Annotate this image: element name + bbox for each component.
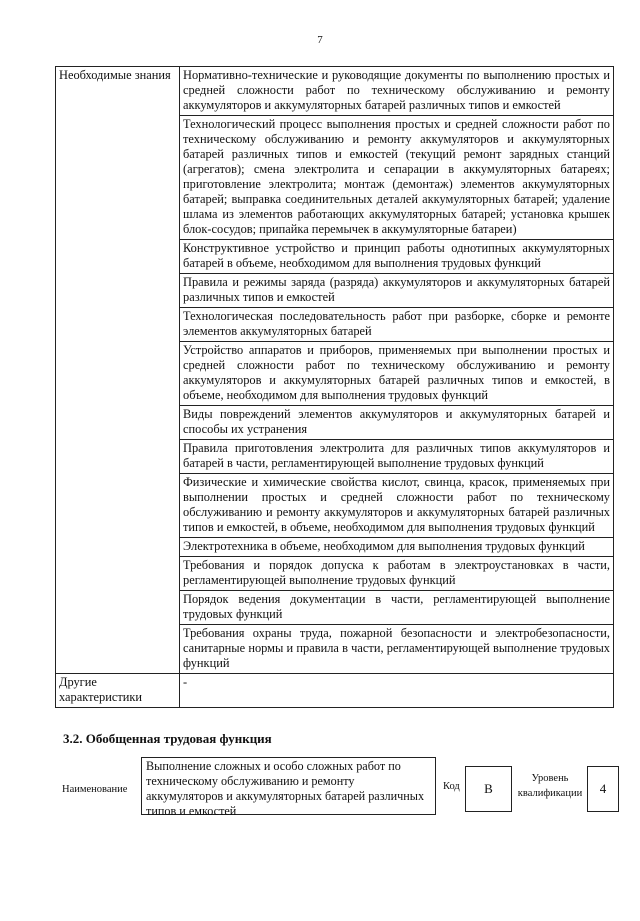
knowledge-item: Требования охраны труда, пожарной безопасности и электробезопасности, санитарные нормы и правила в части, регламентирующей выполнение трудовых функций <box>180 625 614 674</box>
table-row <box>56 674 614 708</box>
knowledge-item: Требования и порядок допуска к работам в электроустановках в части, регламентирующей выполнение трудовых функций <box>180 557 614 591</box>
qualification-level-value: 4 <box>587 766 619 812</box>
knowledge-item: Правила приготовления электролита для различных типов аккумуляторов и батарей в части, регламентирующей выполнение трудовых функций <box>180 440 614 474</box>
generalized-function-block <box>60 757 620 819</box>
other-label: Другие характеристики <box>56 674 180 708</box>
knowledge-item: Физические и химические свойства кислот, свинца, красок, применяемых при выполнении простых и средней сложности работ по техническому обслуживанию и ремонту аккумуляторов и аккумуляторных батарей различных типов и емкостей, в объеме, необходимом для выполнения трудовых функций <box>180 474 614 538</box>
qualification-level-label: Уровень квалификации <box>517 773 583 799</box>
knowledge-item: Технологический процесс выполнения простых и средней сложности работ по техническому обслуживанию и ремонту аккумуляторов и аккумуляторных батарей различных типов и емкостей (текущий ремонт зарядных станций (агрегатов); смена электролита и сепарации в аккумуляторных батареях; приготовление электролита; монтаж (демонтаж) элементов аккумуляторных батарей; выправка соединительных деталей аккумуляторных батарей; удаление шлама из элементов работающих аккумуляторных батарей; установка крышек блок-сосудов; припайка перемычек в аккумуляторные батареи) <box>180 116 614 240</box>
knowledge-label: Необходимые знания <box>56 67 180 674</box>
knowledge-item: Виды повреждений элементов аккумуляторов и аккумуляторных батарей и способы их устранения <box>180 406 614 440</box>
knowledge-item: Устройство аппаратов и приборов, применяемых при выполнении простых и средней сложности работ по техническому обслуживанию и ремонту аккумуляторов и аккумуляторных батарей различных типов и емкостей, в объеме, необходимом для выполнения трудовых функций <box>180 342 614 406</box>
code-value: B <box>465 766 512 812</box>
knowledge-item: Правила и режимы заряда (разряда) аккумуляторов и аккумуляторных батарей различных типов и емкостей <box>180 274 614 308</box>
knowledge-item: Нормативно-технические и руководящие документы по выполнению простых и средней сложности работ по техническому обслуживанию и ремонту аккумуляторов и аккумуляторных батарей различных типов и емкостей <box>180 67 614 116</box>
section-title: 3.2. Обобщенная трудовая функция <box>63 731 272 746</box>
page-number: 7 <box>317 34 323 46</box>
knowledge-table <box>55 66 614 708</box>
name-label: Наименование <box>62 784 128 795</box>
other-value: - <box>180 674 614 708</box>
knowledge-item: Конструктивное устройство и принцип работы однотипных аккумуляторных батарей в объеме, необходимом для выполнения трудовых функций <box>180 240 614 274</box>
name-value: Выполнение сложных и особо сложных работ по техническому обслуживанию и ремонту аккумуляторов и аккумуляторных батарей различных типов и емкостей <box>141 757 436 815</box>
knowledge-item: Технологическая последовательность работ при разборке, сборке и ремонте элементов аккумуляторных батарей <box>180 308 614 342</box>
knowledge-item: Порядок ведения документации в части, регламентирующей выполнение трудовых функций <box>180 591 614 625</box>
table-row <box>56 67 614 116</box>
knowledge-item: Электротехника в объеме, необходимом для выполнения трудовых функций <box>180 538 614 557</box>
code-label: Код <box>443 781 460 792</box>
